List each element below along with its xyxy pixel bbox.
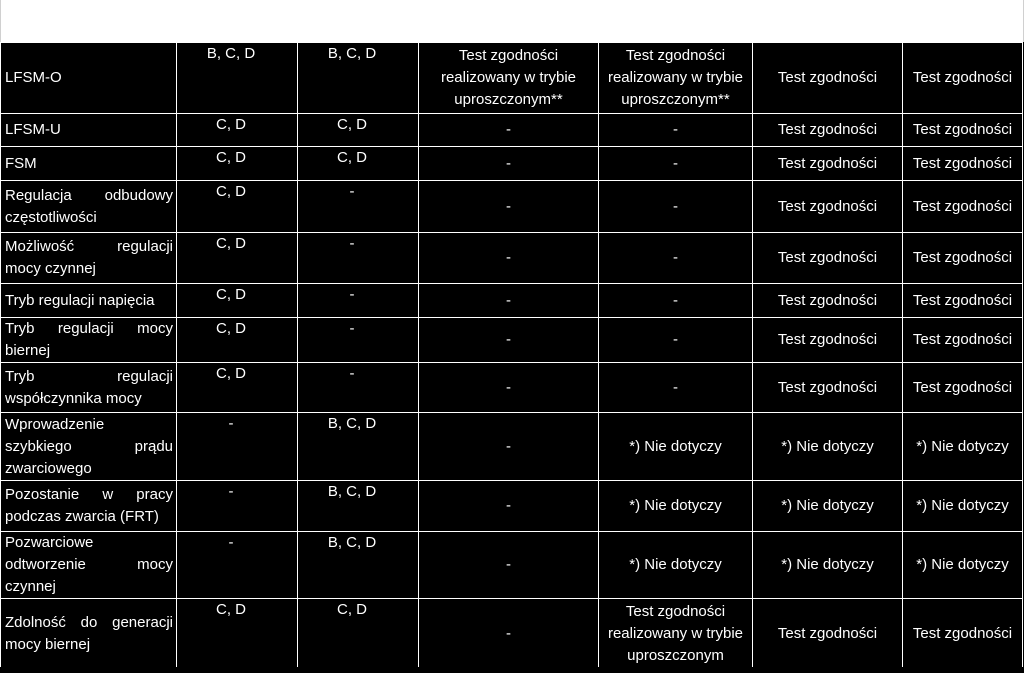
type-cell: - [349, 235, 355, 252]
test-cell: - [419, 363, 599, 413]
row-label: Regulacja odbudowy częstotliwości [1, 181, 177, 233]
test-cell: Test zgodności [753, 599, 903, 669]
test-cell: - [599, 147, 753, 181]
row-label: Pozostanie w pracy podczas zwarcia (FRT) [1, 481, 177, 532]
type-cell: C, D [216, 320, 246, 337]
row-label: LFSM-O [1, 43, 177, 114]
test-cell: - [419, 181, 599, 233]
test-cell: - [419, 233, 599, 284]
test-cell: Test zgodności [903, 363, 1023, 413]
test-cell: - [419, 114, 599, 147]
test-cell: Test zgodności [753, 284, 903, 318]
type-cell: C, D [337, 149, 367, 166]
type-cell: - [349, 286, 355, 303]
test-cell: Test zgodności [753, 318, 903, 363]
row-label: Możliwość regulacji mocy czynnej [1, 233, 177, 284]
test-cell: - [599, 233, 753, 284]
test-cell: Test zgodności [753, 233, 903, 284]
test-cell: Test zgodności [903, 284, 1023, 318]
test-cell: Test zgodności [753, 181, 903, 233]
test-cell: *) Nie dotyczy [753, 532, 903, 599]
type-cell: C, D [216, 149, 246, 166]
test-cell: *) Nie dotyczy [753, 413, 903, 481]
test-cell: - [419, 481, 599, 532]
table-row [1, 532, 1023, 599]
table-row [1, 181, 1023, 233]
row-label: Tryb regulacji mocy biernej [1, 318, 177, 363]
type-cell: B, C, D [327, 483, 377, 500]
type-cell: C, D [216, 601, 246, 618]
test-cell: Test zgodności [753, 147, 903, 181]
test-cell: *) Nie dotyczy [753, 481, 903, 532]
compliance-table [0, 42, 1023, 669]
row-label: Zdolność do generacji mocy biernej [1, 599, 177, 669]
test-cell: - [419, 284, 599, 318]
test-cell: Test zgodności realizowany w trybie uproszczonym [599, 599, 753, 669]
test-cell: *) Nie dotyczy [599, 481, 753, 532]
type-cell: - [349, 320, 355, 337]
test-cell: *) Nie dotyczy [599, 532, 753, 599]
table-row [1, 284, 1023, 318]
type-cell: B, C, D [206, 45, 256, 62]
test-cell: - [419, 532, 599, 599]
type-cell: B, C, D [327, 415, 377, 432]
test-cell: - [419, 147, 599, 181]
header-strip [0, 0, 1024, 42]
row-label: Tryb regulacji współczynnika mocy [1, 363, 177, 413]
row-label: Wprowadzenie szybkiego prądu zwarciowego [1, 413, 177, 481]
type-cell: C, D [216, 286, 246, 303]
test-cell: Test zgodności [753, 114, 903, 147]
test-cell: Test zgodności [903, 181, 1023, 233]
test-cell: *) Nie dotyczy [903, 532, 1023, 599]
test-cell: Test zgodności [903, 43, 1023, 114]
test-cell: Test zgodności [903, 147, 1023, 181]
test-cell: *) Nie dotyczy [903, 413, 1023, 481]
test-cell: *) Nie dotyczy [599, 413, 753, 481]
table-row [1, 413, 1023, 481]
test-cell: Test zgodności [753, 43, 903, 114]
test-cell: Test zgodności [753, 363, 903, 413]
row-label: FSM [1, 147, 177, 181]
type-cell: C, D [337, 601, 367, 618]
type-cell: C, D [216, 235, 246, 252]
test-cell: - [599, 114, 753, 147]
type-cell: C, D [216, 365, 246, 382]
row-label: Tryb regulacji napięcia [1, 284, 177, 318]
test-cell: Test zgodności [903, 233, 1023, 284]
table-row [1, 43, 1023, 114]
type-cell: B, C, D [327, 534, 377, 551]
table-row [1, 481, 1023, 532]
type-cell: C, D [216, 183, 246, 200]
test-cell: Test zgodności realizowany w trybie uproszczonym** [419, 43, 599, 114]
type-cell: B, C, D [327, 45, 377, 62]
type-cell: - [228, 483, 234, 500]
type-cell: C, D [337, 116, 367, 133]
test-cell: *) Nie dotyczy [903, 481, 1023, 532]
test-cell: - [599, 318, 753, 363]
table-row [1, 599, 1023, 669]
test-cell: Test zgodności [903, 318, 1023, 363]
table-row [1, 318, 1023, 363]
type-cell: - [228, 415, 234, 432]
test-cell: Test zgodności realizowany w trybie uproszczonym** [599, 43, 753, 114]
type-cell: - [228, 534, 234, 551]
test-cell: - [599, 363, 753, 413]
test-cell: Test zgodności [903, 114, 1023, 147]
table-row [1, 233, 1023, 284]
row-label: LFSM-U [1, 114, 177, 147]
table-row [1, 114, 1023, 147]
test-cell: - [419, 318, 599, 363]
type-cell: C, D [216, 116, 246, 133]
test-cell: - [419, 599, 599, 669]
row-label: Pozwarciowe odtworzenie mocy czynnej [1, 532, 177, 599]
bottom-border [0, 667, 1024, 673]
test-cell: - [599, 181, 753, 233]
test-cell: - [599, 284, 753, 318]
test-cell: Test zgodności [903, 599, 1023, 669]
table-row [1, 147, 1023, 181]
table-row [1, 363, 1023, 413]
test-cell: - [419, 413, 599, 481]
type-cell: - [349, 365, 355, 382]
type-cell: - [349, 183, 355, 200]
